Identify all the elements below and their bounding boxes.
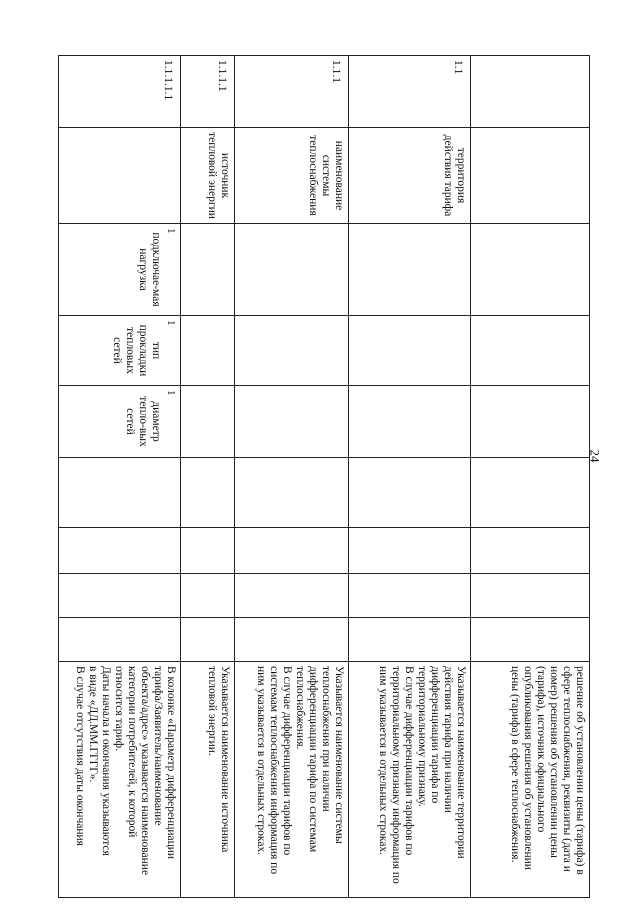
table-row <box>235 56 349 898</box>
table-row <box>349 56 471 898</box>
description-line: территориальному признаку. <box>416 666 428 807</box>
description-line: В случае дифференциации тарифов по <box>403 666 415 856</box>
description-line: действия тарифа при наличии <box>442 666 454 813</box>
table-row <box>181 56 235 898</box>
description-line: объекта/адрес» указывается наименование <box>139 666 151 876</box>
empty-cell <box>59 618 181 662</box>
empty-cell <box>235 618 349 662</box>
description-line: В колонке «Параметр дифференциации <box>165 666 177 860</box>
description-line: Даты начала и окончания указываются <box>100 666 112 856</box>
empty-cell <box>181 386 235 458</box>
tariff-table <box>58 55 590 898</box>
description-line: в виде «ДД.ММ.ГГГГ». <box>87 666 99 783</box>
description-line: дифференциации тарифа по системам <box>307 666 319 853</box>
empty-cell <box>471 128 590 224</box>
sub-column-flag: 1 <box>165 228 177 234</box>
row-description <box>471 662 590 898</box>
description-line: ним указывается в отдельных строках. <box>255 666 267 856</box>
empty-cell <box>471 56 590 128</box>
row-description <box>59 662 181 898</box>
empty-cell <box>235 528 349 574</box>
sub-column-label: тип прокладки тепловых сетей <box>111 324 162 377</box>
empty-cell <box>349 316 471 386</box>
table-row <box>471 56 590 898</box>
description-line: решение об установлении цены (тарифа) в <box>574 666 586 875</box>
empty-cell <box>181 316 235 386</box>
row-number: 1.1 <box>349 56 471 128</box>
empty-cell <box>471 618 590 662</box>
sub-column-cell <box>59 316 181 386</box>
page-number: 24 <box>587 449 603 463</box>
empty-cell <box>471 574 590 618</box>
row-number: 1.1.1.1.1 <box>59 56 181 128</box>
row-description <box>235 662 349 898</box>
description-line: номер) решения об установлении цены <box>548 666 560 858</box>
description-line: тарифа/Заявитель/наименование <box>152 666 164 826</box>
table-row <box>59 56 181 898</box>
sub-column-cell <box>59 224 181 316</box>
empty-cell <box>349 574 471 618</box>
sub-column-label: подключае-мая нагрузка <box>137 232 162 307</box>
description-line: теплоснабжения при наличии <box>320 666 332 812</box>
description-line: ним указывается в отдельных строках. <box>377 666 389 856</box>
description-line: Указывается наименование источника <box>219 666 231 853</box>
description-line: В случае дифференциации тарифов по <box>281 666 293 856</box>
description-line: (тарифа), источник официального <box>535 666 547 833</box>
description-line: относится тариф. <box>113 666 125 752</box>
row-name: наименование системы теплоснабжения <box>235 128 349 224</box>
row-description <box>349 662 471 898</box>
row-name <box>59 128 181 224</box>
description-line: территориальному признаку информация по <box>390 666 402 884</box>
empty-cell <box>235 386 349 458</box>
description-line: теплоснабжения. <box>294 666 306 750</box>
description-line: категории потребителей, к которой <box>126 666 138 838</box>
empty-cell <box>235 316 349 386</box>
empty-cell <box>59 574 181 618</box>
row-name: источник тепловой энергии <box>181 128 235 224</box>
empty-cell <box>235 224 349 316</box>
description-line: дифференциации тарифа по <box>429 666 441 804</box>
description-line: цены (тарифа) в сфере теплоснабжения. <box>509 666 521 863</box>
empty-cell <box>471 224 590 316</box>
description-line: Указывается наименование территории <box>455 666 467 859</box>
empty-cell <box>235 458 349 528</box>
empty-cell <box>349 224 471 316</box>
description-line: тепловой энергии. <box>206 666 218 756</box>
row-number: 1.1.1 <box>235 56 349 128</box>
empty-cell <box>471 316 590 386</box>
description-line: опубликования решения об установлении <box>522 666 534 870</box>
empty-cell <box>235 574 349 618</box>
sub-column-label: диаметр тепло-вых сетей <box>124 396 162 447</box>
sub-column-flag: 1 <box>165 320 177 326</box>
empty-cell <box>471 386 590 458</box>
empty-cell <box>181 528 235 574</box>
empty-cell <box>349 528 471 574</box>
empty-cell <box>349 618 471 662</box>
empty-cell <box>471 528 590 574</box>
description-line: В случае отсутствия даты окончания <box>74 666 86 846</box>
empty-cell <box>349 386 471 458</box>
empty-cell <box>59 528 181 574</box>
description-line: системам теплоснабжения информация по <box>268 666 280 875</box>
empty-cell <box>349 458 471 528</box>
empty-cell <box>471 458 590 528</box>
row-number: 1.1.1.1 <box>181 56 235 128</box>
row-description <box>181 662 235 898</box>
sub-column-cell <box>59 386 181 458</box>
description-line: Указывается наименование системы <box>333 666 345 844</box>
empty-cell <box>181 574 235 618</box>
empty-cell <box>59 458 181 528</box>
empty-cell <box>181 224 235 316</box>
rotated-table-wrapper <box>59 55 590 883</box>
empty-cell <box>181 458 235 528</box>
description-line: сфере теплоснабжения, реквизиты (дата и <box>561 666 573 872</box>
sub-column-flag: 1 <box>165 390 177 396</box>
row-name: территория действия тарифа <box>349 128 471 224</box>
empty-cell <box>181 618 235 662</box>
